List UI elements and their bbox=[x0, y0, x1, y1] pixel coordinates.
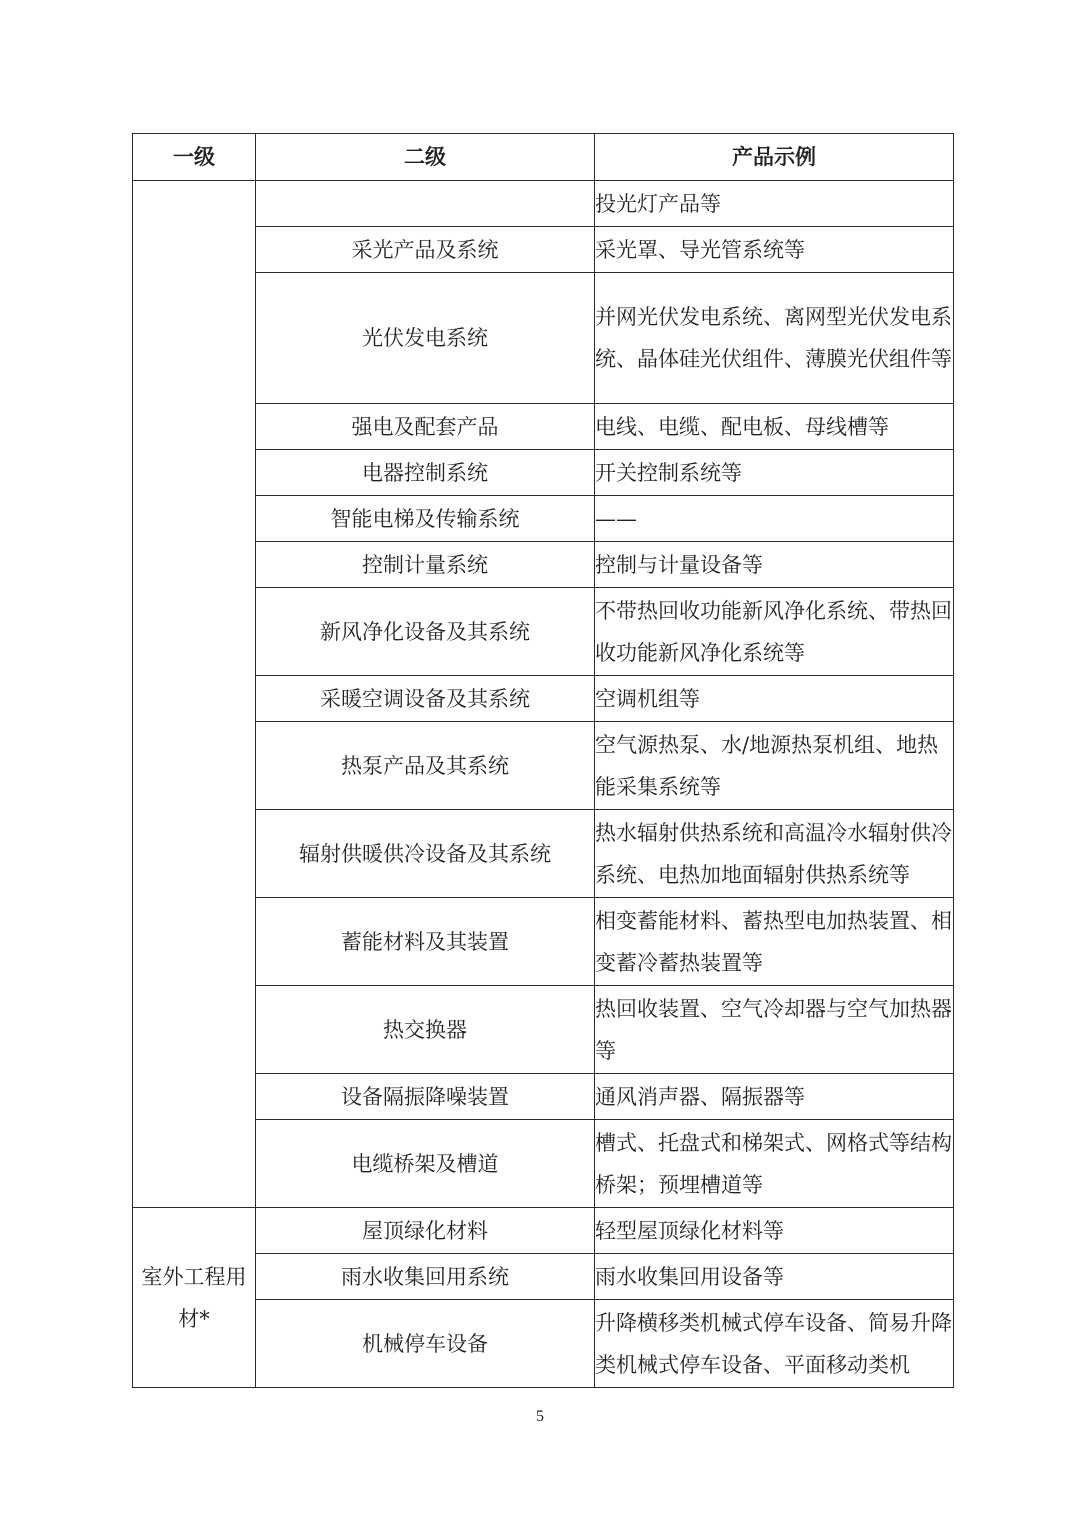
level2-cell: 强电及配套产品 bbox=[256, 404, 595, 450]
example-cell: 通风消声器、隔振器等 bbox=[595, 1074, 954, 1120]
level2-cell: 智能电梯及传输系统 bbox=[256, 496, 595, 542]
example-cell: 电线、电缆、配电板、母线槽等 bbox=[595, 404, 954, 450]
table-row bbox=[133, 898, 954, 986]
level2-cell: 辐射供暖供冷设备及其系统 bbox=[256, 810, 595, 898]
example-cell: —— bbox=[595, 496, 954, 542]
table-row bbox=[133, 1300, 954, 1388]
header-level2: 二级 bbox=[256, 134, 595, 181]
level2-cell: 雨水收集回用系统 bbox=[256, 1254, 595, 1300]
example-cell: 相变蓄能材料、蓄热型电加热装置、相变蓄冷蓄热装置等 bbox=[595, 898, 954, 986]
table-row bbox=[133, 404, 954, 450]
example-cell: 并网光伏发电系统、离网型光伏发电系统、晶体硅光伏组件、薄膜光伏组件等 bbox=[595, 273, 954, 404]
level2-cell: 机械停车设备 bbox=[256, 1300, 595, 1388]
example-cell: 雨水收集回用设备等 bbox=[595, 1254, 954, 1300]
header-examples: 产品示例 bbox=[595, 134, 954, 181]
example-cell: 轻型屋顶绿化材料等 bbox=[595, 1208, 954, 1254]
level2-cell: 热交换器 bbox=[256, 986, 595, 1074]
table-header-row bbox=[133, 134, 954, 181]
example-cell: 不带热回收功能新风净化系统、带热回收功能新风净化系统等 bbox=[595, 588, 954, 676]
table-row bbox=[133, 676, 954, 722]
example-cell: 热回收装置、空气冷却器与空气加热器等 bbox=[595, 986, 954, 1074]
table-row bbox=[133, 181, 954, 227]
level1-cell: 室外工程用材* bbox=[133, 1208, 256, 1388]
level2-cell: 采光产品及系统 bbox=[256, 227, 595, 273]
product-category-table bbox=[132, 133, 954, 1388]
header-level1: 一级 bbox=[133, 134, 256, 181]
table-row bbox=[133, 227, 954, 273]
level2-cell: 设备隔振降噪装置 bbox=[256, 1074, 595, 1120]
example-cell: 投光灯产品等 bbox=[595, 181, 954, 227]
level2-cell: 屋顶绿化材料 bbox=[256, 1208, 595, 1254]
table-row bbox=[133, 722, 954, 810]
level2-cell: 光伏发电系统 bbox=[256, 273, 595, 404]
table-row bbox=[133, 1120, 954, 1208]
level2-cell: 控制计量系统 bbox=[256, 542, 595, 588]
level2-cell: 新风净化设备及其系统 bbox=[256, 588, 595, 676]
table-row bbox=[133, 496, 954, 542]
table-row bbox=[133, 588, 954, 676]
level2-cell: 蓄能材料及其装置 bbox=[256, 898, 595, 986]
example-cell: 开关控制系统等 bbox=[595, 450, 954, 496]
example-cell: 控制与计量设备等 bbox=[595, 542, 954, 588]
table-row bbox=[133, 1074, 954, 1120]
example-cell: 升降横移类机械式停车设备、简易升降类机械式停车设备、平面移动类机 bbox=[595, 1300, 954, 1388]
example-cell: 槽式、托盘式和梯架式、网格式等结构桥架；预埋槽道等 bbox=[595, 1120, 954, 1208]
page-number: 5 bbox=[536, 1408, 544, 1425]
table-row bbox=[133, 273, 954, 404]
table-row bbox=[133, 542, 954, 588]
example-cell: 空调机组等 bbox=[595, 676, 954, 722]
example-cell: 空气源热泵、水/地源热泵机组、地热能采集系统等 bbox=[595, 722, 954, 810]
table-row bbox=[133, 810, 954, 898]
example-cell: 热水辐射供热系统和高温冷水辐射供冷系统、电热加地面辐射供热系统等 bbox=[595, 810, 954, 898]
level2-cell: 采暖空调设备及其系统 bbox=[256, 676, 595, 722]
table-row bbox=[133, 450, 954, 496]
level2-cell: 电缆桥架及槽道 bbox=[256, 1120, 595, 1208]
level2-cell bbox=[256, 181, 595, 227]
table-row bbox=[133, 1254, 954, 1300]
level2-cell: 热泵产品及其系统 bbox=[256, 722, 595, 810]
example-cell: 采光罩、导光管系统等 bbox=[595, 227, 954, 273]
level1-cell bbox=[133, 181, 256, 1208]
table-row bbox=[133, 1208, 954, 1254]
table-row bbox=[133, 986, 954, 1074]
level2-cell: 电器控制系统 bbox=[256, 450, 595, 496]
